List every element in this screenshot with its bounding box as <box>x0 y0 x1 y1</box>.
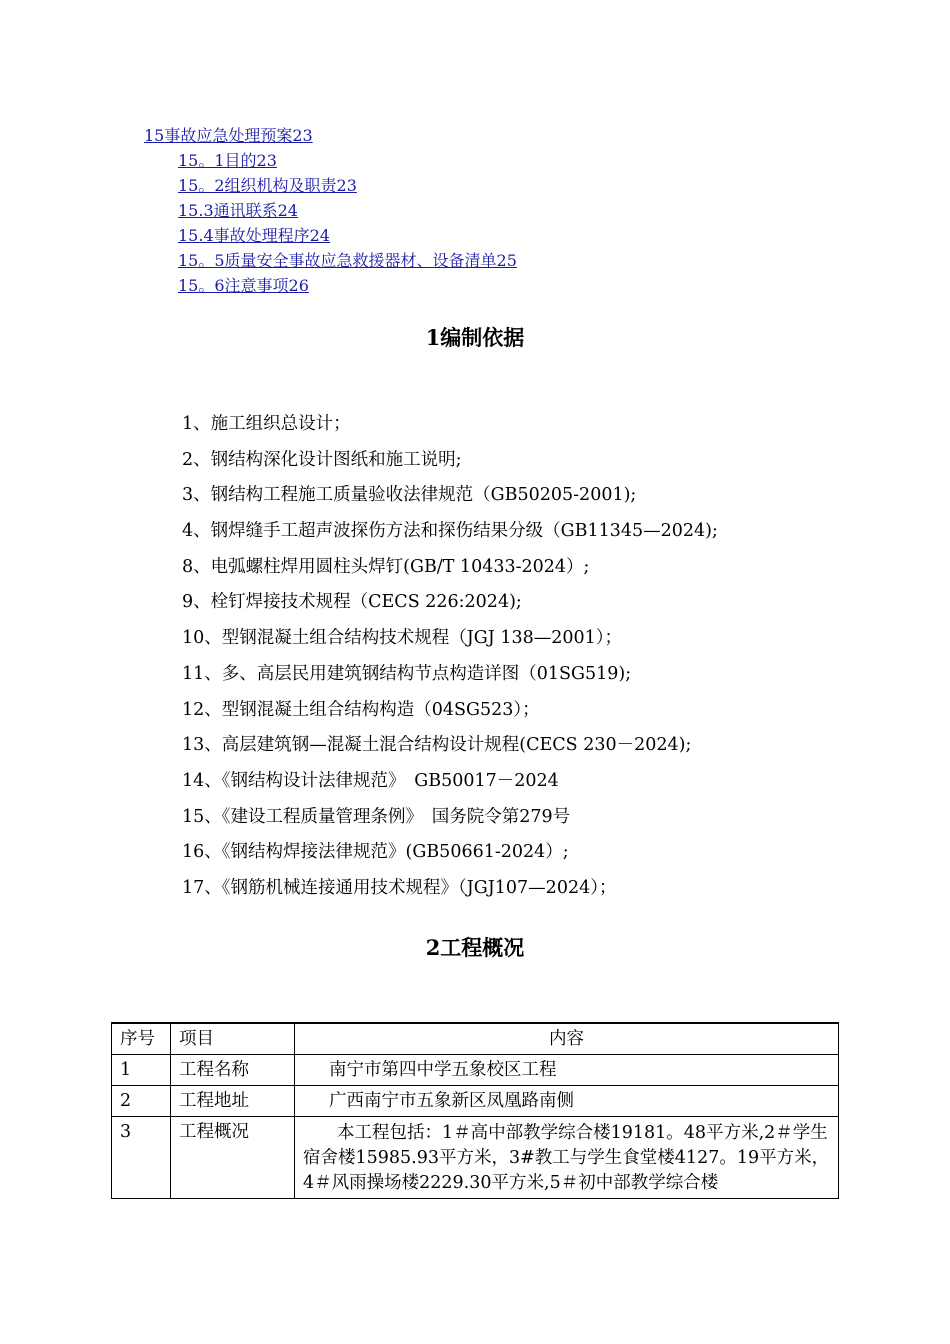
cell-item: 工程地址 <box>171 1086 295 1117</box>
table-row <box>112 1055 839 1086</box>
cell-item: 工程名称 <box>171 1055 295 1086</box>
basis-list <box>182 412 902 912</box>
cell-no: 2 <box>112 1086 171 1117</box>
table-row <box>112 1086 839 1117</box>
list-item: 1、施工组织总设计； <box>182 414 351 434</box>
cell-no: 3 <box>112 1117 171 1199</box>
list-item: 14、《钢结构设计法律规范》 GB50017－2024 <box>182 770 559 791</box>
section-2-heading: 2工程概况 <box>425 935 525 960</box>
list-item: 15、《建设工程质量管理条例》 国务院令第279号 <box>182 806 571 827</box>
cell-content: 本工程包括：1＃高中部教学综合楼19181。48平方米,2＃学生宿舍楼15985.93平方米，3#教工与学生食堂楼4127。19平方米，4＃风雨操场楼2229.30平方米,5＃初中部教学综合楼 <box>295 1117 839 1199</box>
header-no: 序号 <box>112 1023 171 1055</box>
toc-link-15[interactable]: 15事故应急处理预案23 <box>144 126 313 145</box>
cell-content: 广西南宁市五象新区凤凰路南侧 <box>295 1086 839 1117</box>
toc-link-15-3[interactable]: 15.3通讯联系24 <box>178 201 298 220</box>
list-item: 8、电弧螺柱焊用圆柱头焊钉(GB/T 10433-2024）; <box>182 556 590 577</box>
cell-no: 1 <box>112 1055 171 1086</box>
cell-item: 工程概况 <box>171 1117 295 1199</box>
toc-link-15-4[interactable]: 15.4事故处理程序24 <box>178 226 330 245</box>
toc-link-15-6[interactable]: 15。6注意事项26 <box>178 276 309 295</box>
table-header-row <box>112 1023 839 1055</box>
header-content: 内容 <box>295 1023 839 1055</box>
list-item: 11、多、高层民用建筑钢结构节点构造详图（01SG519); <box>182 663 632 684</box>
list-item: 4、钢焊缝手工超声波探伤方法和探伤结果分级（GB11345—2024); <box>182 521 718 542</box>
cell-content: 南宁市第四中学五象校区工程 <box>295 1055 839 1086</box>
section-1-heading: 1编制依据 <box>425 325 525 350</box>
list-item: 9、栓钉焊接技术规程（CECS 226:2024); <box>182 592 522 613</box>
table-row <box>112 1117 839 1199</box>
project-overview-table <box>111 1022 839 1199</box>
toc-link-15-5[interactable]: 15。5质量安全事故应急救援器材、设备清单25 <box>178 251 517 270</box>
list-item: 17、《钢筋机械连接通用技术规程》（JGJ107—2024）； <box>182 877 617 898</box>
list-item: 2、钢结构深化设计图纸和施工说明; <box>182 449 462 470</box>
list-item: 16、《钢结构焊接法律规范》(GB50661-2024）; <box>182 842 569 863</box>
list-item: 12、型钢混凝土组合结构构造（04SG523）； <box>182 699 540 720</box>
toc-link-15-1[interactable]: 15。1目的23 <box>178 151 277 170</box>
toc-link-15-2[interactable]: 15。2组织机构及职责23 <box>178 176 357 195</box>
list-item: 3、钢结构工程施工质量验收法律规范（GB50205-2001); <box>182 485 637 506</box>
list-item: 13、高层建筑钢—混凝土混合结构设计规程(CECS 230－2024); <box>182 735 692 756</box>
list-item: 10、型钢混凝土组合结构技术规程（JGJ 138—2001）； <box>182 628 623 649</box>
header-item: 项目 <box>171 1023 295 1055</box>
